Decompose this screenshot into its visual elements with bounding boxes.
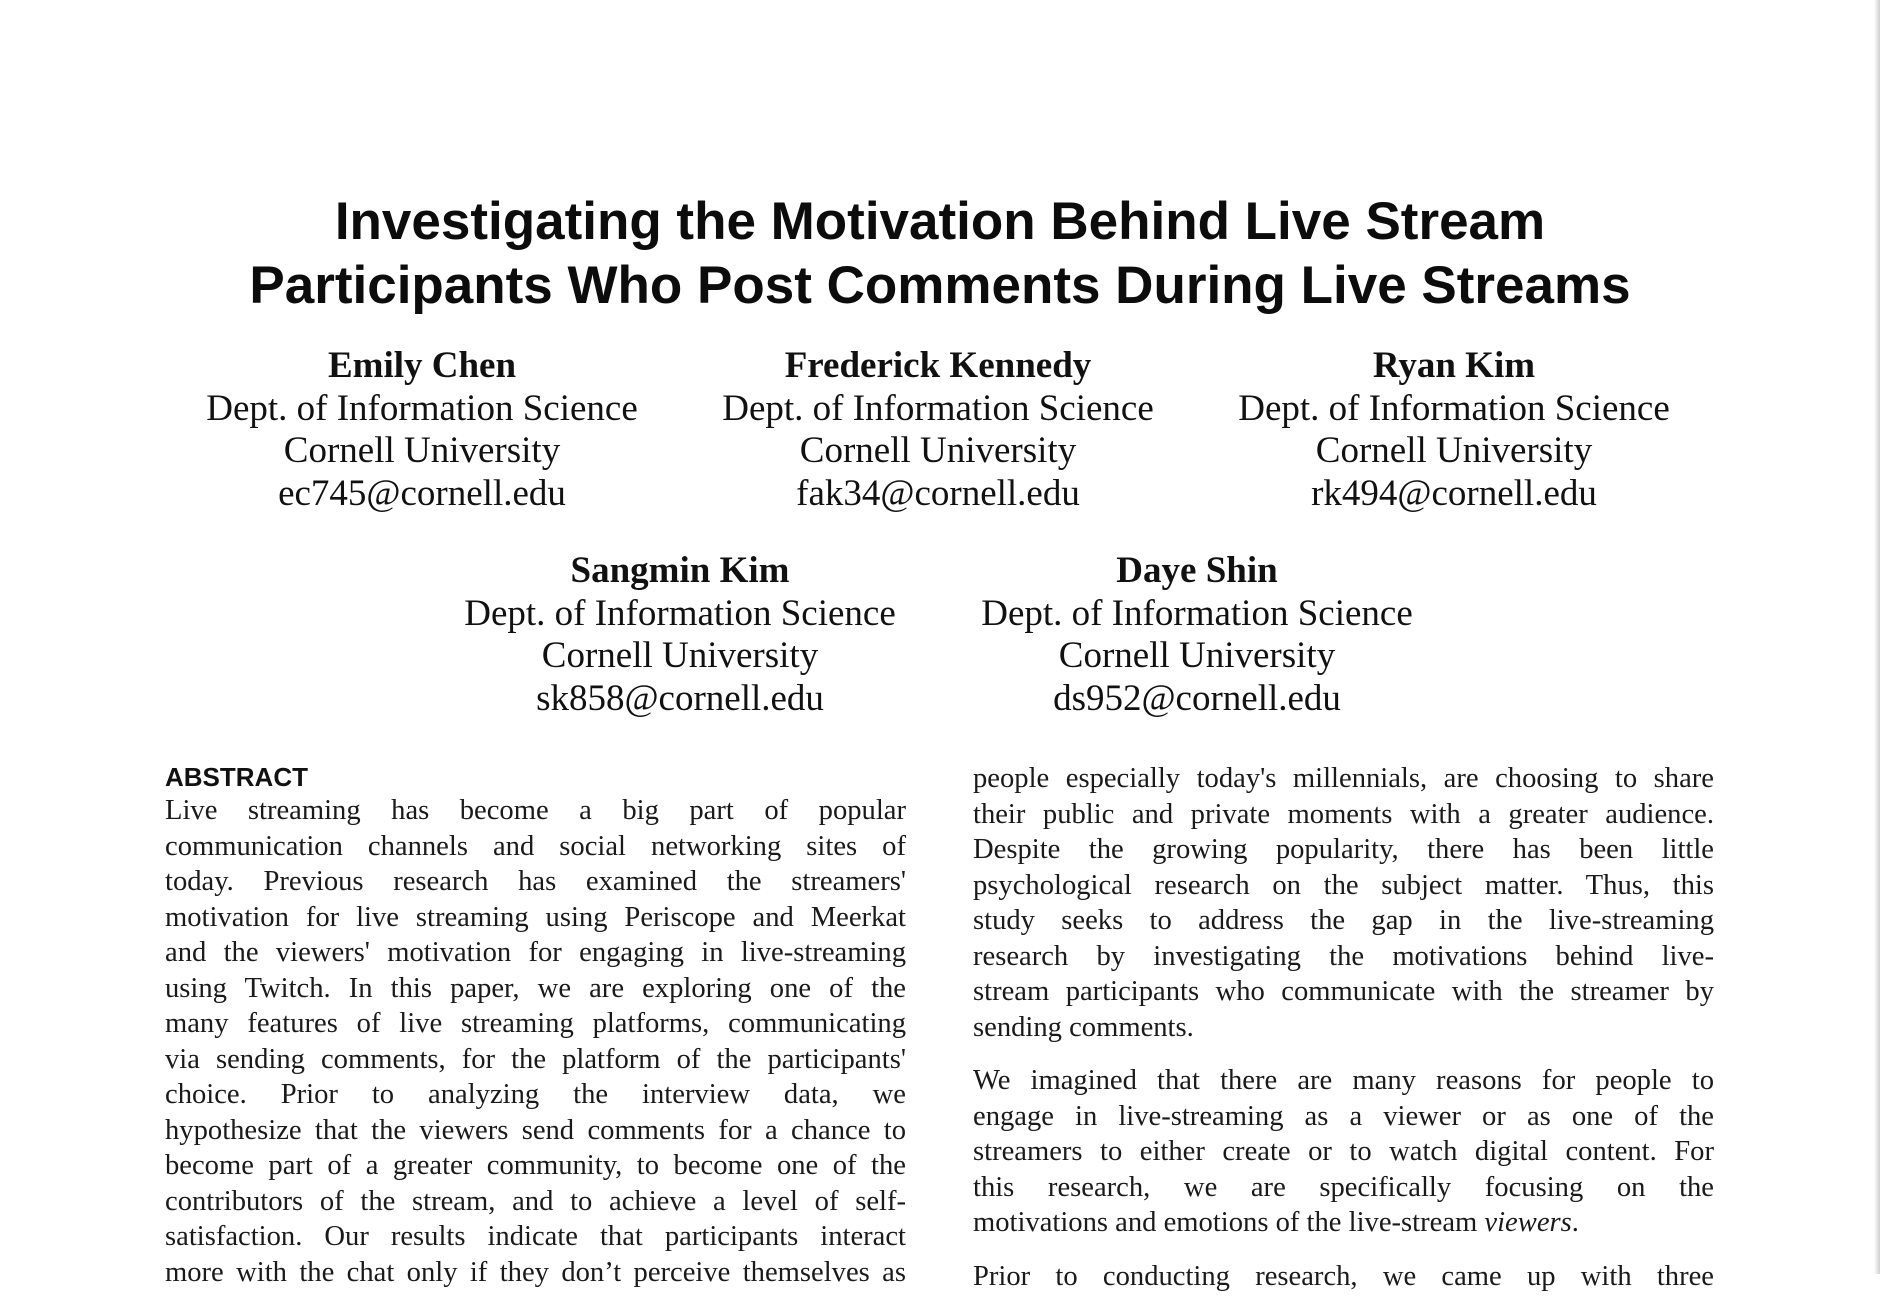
author-name: Emily Chen (327, 345, 517, 386)
abstract-line: via sending comments, for the platform of the participants' (165, 1043, 906, 1075)
paragraph-1 (973, 761, 1714, 1045)
abstract-line: and the viewers' motivation for engaging in live-streaming (165, 937, 906, 968)
author-email: sk858@cornell.edu (536, 677, 824, 719)
abstract-heading: ABSTRACT (165, 762, 308, 792)
author-dept: Dept. of Information Science (206, 387, 638, 429)
body-line: their public and private moments with a greater audience. (973, 798, 1714, 830)
author-name: Daye Shin (1116, 550, 1278, 591)
author-univ: Cornell University (541, 635, 819, 676)
abstract-line: become part of a greater community, to become one of the (165, 1150, 906, 1181)
body-line: psychological research on the subject matter. Thus, this (973, 869, 1714, 901)
author-univ: Cornell University (1058, 635, 1336, 676)
paragraph-2 (973, 1063, 1714, 1241)
body-line: sending comments. (973, 1011, 1194, 1043)
abstract-line: hypothesize that the viewers send comments for a chance to (165, 1114, 906, 1146)
body-line: Despite the growing popularity, there has been little (973, 834, 1714, 865)
abstract-line: using Twitch. In this paper, we are exploring one of the (165, 972, 906, 1004)
abstract-line: communication channels and social networking sites of (165, 830, 906, 862)
author-univ: Cornell University (283, 430, 561, 471)
abstract-line: contributors of the stream, and to achieve a level of self- (165, 1185, 906, 1217)
abstract-body (165, 793, 906, 1290)
author-block-frederick-kennedy (678, 345, 1198, 515)
author-univ: Cornell University (1315, 430, 1593, 471)
author-dept: Dept. of Information Science (464, 592, 896, 634)
abstract-line: Live streaming has become a big part of popular (165, 795, 906, 826)
author-dept: Dept. of Information Science (722, 387, 1154, 429)
body-line: stream participants who communicate with the streamer by (973, 976, 1714, 1007)
abstract-line: more with the chat only if they don’t perceive themselves as (165, 1256, 906, 1288)
body-line: this research, we are specifically focusing on the (973, 1171, 1714, 1203)
author-dept: Dept. of Information Science (1238, 387, 1670, 429)
author-email: ec745@cornell.edu (278, 472, 566, 514)
body-line-last (973, 1205, 1714, 1241)
body-text: motivations and emotions of the live-stream (973, 1207, 1485, 1238)
author-name: Sangmin Kim (570, 550, 790, 591)
abstract-line: motivation for live streaming using Periscope and Meerkat (165, 901, 906, 933)
paper-title (0, 190, 1880, 318)
author-block-ryan-kim (1194, 345, 1714, 515)
abstract-line: many features of live streaming platforms, communicating (165, 1008, 906, 1039)
body-line: engage in live-streaming as a viewer or as one of the (973, 1100, 1714, 1132)
author-email: ds952@cornell.edu (1053, 677, 1341, 719)
author-block-daye-shin (937, 550, 1457, 720)
abstract-line: satisfaction. Our results indicate that participants interact (165, 1221, 906, 1252)
body-line: Prior to conducting research, we came up with three (973, 1260, 1714, 1292)
author-univ: Cornell University (799, 430, 1077, 471)
author-name: Frederick Kennedy (784, 345, 1092, 386)
paragraph-3 (973, 1259, 1714, 1295)
emphasis-viewers: viewers (1484, 1207, 1572, 1238)
author-block-sangmin-kim (420, 550, 940, 720)
paper-title-line-1: Investigating the Motivation Behind Live Stream (334, 192, 1546, 251)
body-line: streamers to either create or to watch digital content. For (973, 1136, 1714, 1167)
body-line: research by investigating the motivations behind live- (973, 940, 1714, 972)
author-name: Ryan Kim (1372, 345, 1536, 386)
introduction-body (973, 761, 1714, 1312)
abstract-line: choice. Prior to analyzing the interview data, we (165, 1079, 906, 1110)
body-line: people especially today's millennials, are choosing to share (973, 763, 1714, 794)
author-email: rk494@cornell.edu (1311, 472, 1597, 514)
author-email: fak34@cornell.edu (796, 472, 1080, 514)
abstract-line: today. Previous research has examined the streamers' (165, 866, 906, 897)
author-block-emily-chen (162, 345, 682, 515)
body-line: We imagined that there are many reasons for people to (973, 1065, 1714, 1096)
author-dept: Dept. of Information Science (981, 592, 1413, 634)
body-text: . (1571, 1207, 1579, 1238)
paper-title-line-2: Participants Who Post Comments During Live Streams (249, 256, 1631, 315)
body-line: study seeks to address the gap in the live-streaming (973, 905, 1714, 936)
